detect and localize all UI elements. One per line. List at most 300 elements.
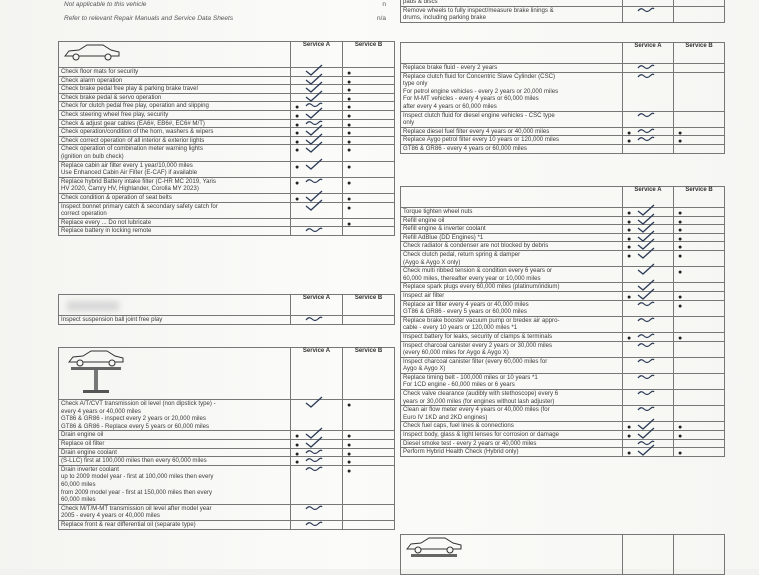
- required-dot-icon: ●: [347, 70, 352, 77]
- service-b-header: Service B: [343, 42, 395, 68]
- handwritten-dash-icon: [637, 127, 655, 135]
- task-text: Inspect clutch fluid for diesel engine vehicles - CSC type: [403, 111, 555, 119]
- handwritten-dash-icon: [637, 72, 655, 80]
- service-b-cell: [674, 111, 725, 127]
- service-a-cell: [291, 504, 343, 520]
- task-text: (every 60,000 miles for Aygo & Aygo X): [403, 349, 509, 357]
- task-description: [59, 177, 291, 193]
- required-dot-icon: ●: [295, 138, 300, 146]
- required-dot-icon: ●: [678, 334, 683, 342]
- service-a-cell: [623, 390, 674, 406]
- service-b-cell: [343, 110, 395, 119]
- service-b-cell: [674, 136, 725, 145]
- required-dot-icon: ●: [295, 450, 300, 458]
- required-dot-icon: ●: [678, 450, 683, 458]
- handwritten-dash-icon: [637, 6, 655, 14]
- required-dot-icon: ●: [627, 210, 632, 217]
- task-description: [401, 439, 623, 448]
- task-text: GT86 & GR86 - every 4 years or 60,000 miles: [403, 144, 527, 152]
- required-dot-icon: ●: [347, 147, 352, 155]
- task-text: Check fuel caps, fuel lines & connections: [403, 422, 514, 430]
- required-dot-icon: ●: [347, 112, 352, 120]
- interior-checks-table: [58, 41, 395, 236]
- service-b-cell: [343, 128, 395, 137]
- handwritten-dash-icon: [305, 520, 323, 528]
- engine-header-row: [401, 187, 725, 208]
- handwritten-tick-icon: [637, 427, 655, 439]
- task-text: correct operation: [61, 210, 107, 218]
- task-text: Check alarm operation: [61, 76, 123, 84]
- service-b-cell: [343, 316, 395, 325]
- handwritten-dash-icon: [637, 405, 655, 413]
- handwritten-dash-icon: [637, 357, 655, 365]
- task-text: drums, including parking brake: [403, 14, 486, 22]
- task-text: Check for clutch pedal free play, operation and slipping: [61, 102, 209, 110]
- task-description: [401, 136, 623, 145]
- required-dot-icon: ●: [678, 227, 683, 235]
- table-row: [401, 406, 725, 422]
- task-text: HV 2020, Camry HV, Highlander, Corolla MY 2023): [61, 185, 199, 193]
- table-row: [59, 520, 395, 529]
- task-description: [401, 431, 623, 440]
- service-b-cell: [674, 233, 725, 242]
- task-text: Perform Hybrid Health Check (Hybrid only): [403, 448, 519, 456]
- required-dot-icon: ●: [627, 433, 632, 441]
- service-b-cell: [674, 216, 725, 225]
- required-dot-icon: ●: [295, 441, 300, 449]
- service-a-cell: [623, 316, 674, 332]
- handwritten-tick-icon: [305, 158, 323, 170]
- brake-inspection-table: [400, 0, 725, 23]
- engine-checks-table: [400, 186, 725, 457]
- task-description: [401, 283, 623, 292]
- service-b-cell: [343, 85, 395, 94]
- service-b-cell: [674, 225, 725, 234]
- service-b-cell: [343, 431, 395, 440]
- task-description: [401, 341, 623, 357]
- task-text: only: [403, 119, 415, 127]
- required-dot-icon: ●: [627, 235, 632, 243]
- handwritten-dash-icon: [305, 226, 323, 234]
- task-text: Torque tighten wheel nuts: [403, 208, 473, 215]
- task-text: GT86 & GR86 - inspect every 2 years or 20,000 miles: [61, 415, 206, 423]
- handwritten-dash-icon: [637, 111, 655, 119]
- required-dot-icon: ●: [678, 129, 683, 137]
- task-description: [401, 373, 623, 389]
- task-description: [401, 448, 623, 457]
- required-dot-icon: ●: [347, 204, 352, 212]
- required-dot-icon: ●: [627, 129, 632, 137]
- task-description: [59, 431, 291, 440]
- service-a-header: Service A: [291, 42, 343, 68]
- table-row: [401, 225, 725, 234]
- handwritten-dash-icon: [305, 448, 323, 456]
- required-dot-icon: ●: [347, 459, 352, 467]
- task-text: Check condition & operation of seat belts: [61, 193, 172, 201]
- task-text: Check clutch pedal, return spring & damper: [403, 250, 521, 258]
- required-dot-icon: ●: [347, 138, 352, 146]
- service-b-cell: [343, 119, 395, 128]
- service-b-cell: [343, 439, 395, 448]
- table-row: [401, 448, 725, 457]
- task-text: Replace brake fluid - every 2 years: [403, 64, 498, 71]
- required-dot-icon: ●: [295, 163, 300, 171]
- task-text: Check radiator & condenser are not blocked by debris: [403, 242, 549, 250]
- table-row: [401, 6, 725, 22]
- task-description: [401, 208, 623, 217]
- handwritten-tick-icon: [637, 263, 655, 275]
- table-row: [401, 390, 725, 406]
- task-text: Check multi ribbed tension & condition every 6 years or: [403, 267, 553, 275]
- task-text: Check brake pedal free play & parking brake travel: [61, 85, 198, 93]
- task-text: Refill AdBlue (DD Engines) *1: [403, 233, 484, 241]
- task-text: Replace timing belt - 100,000 miles or 10 years *1: [403, 373, 538, 381]
- required-dot-icon: ●: [347, 441, 352, 449]
- service-a-cell: [623, 6, 674, 22]
- handwritten-dash-icon: [637, 332, 655, 340]
- service-b-cell: [343, 93, 395, 102]
- table-row: [401, 357, 725, 373]
- service-b-cell: [343, 520, 395, 529]
- task-description: [401, 316, 623, 332]
- task-description: [59, 316, 291, 325]
- service-b-cell: [674, 267, 725, 283]
- service-a-cell: [623, 341, 674, 357]
- service-b-cell: [343, 76, 395, 85]
- service-a-cell: [623, 144, 674, 153]
- required-dot-icon: ●: [347, 467, 352, 475]
- service-b-cell: [674, 250, 725, 266]
- task-text: Check operation/condition of the horn, washers & wipers: [61, 128, 214, 136]
- task-description: [59, 102, 291, 111]
- task-description: [401, 250, 623, 266]
- table-row: [401, 250, 725, 266]
- service-b-cell: [674, 208, 725, 217]
- service-b-cell: [343, 227, 395, 236]
- task-text: pads & discs: [403, 0, 438, 5]
- task-text: type only: [403, 80, 428, 88]
- table-row: [59, 465, 395, 504]
- service-b-cell: [343, 145, 395, 161]
- refer-manuals-note: Refer to relevant Repair Manuals and Service Data Sheets n/a: [64, 15, 386, 22]
- service-b-cell: [674, 144, 725, 153]
- table-row: [59, 136, 395, 145]
- table-row: [401, 216, 725, 225]
- task-text: GT86 & GR86 - Replace every 5 years or 60,000 miles: [61, 422, 210, 430]
- service-a-cell: [291, 400, 343, 431]
- task-text: Check A/T/CVT transmission oil level (non dipstick type) -: [61, 400, 216, 407]
- required-dot-icon: ●: [678, 302, 683, 310]
- required-dot-icon: ●: [627, 450, 632, 458]
- table-row: [59, 93, 395, 102]
- table-row: [59, 85, 395, 94]
- task-text: Replace spark plugs every 60,000 miles (platinum/iridium): [403, 283, 560, 291]
- task-text: Drain engine coolant: [61, 448, 117, 456]
- table-row: [59, 76, 395, 85]
- car-on-lift-icon: [61, 348, 131, 394]
- table-row: [401, 332, 725, 341]
- table-row: [59, 400, 395, 431]
- task-description: [401, 64, 623, 73]
- task-text: (ignition on bulb check): [61, 152, 124, 160]
- service-b-cell: [674, 6, 725, 22]
- task-description: [59, 128, 291, 137]
- car-on-lift-icon: [403, 535, 465, 559]
- car-icon-cell: [59, 42, 291, 68]
- task-text: Clean air flow meter every 4 years or 40,000 miles (for: [403, 406, 550, 414]
- service-b-cell: [674, 373, 725, 389]
- handwritten-tick-icon: [305, 90, 323, 102]
- required-dot-icon: ●: [347, 87, 352, 95]
- handwritten-tick-icon: [637, 444, 655, 456]
- required-dot-icon: ●: [627, 424, 632, 432]
- table-row: [401, 72, 725, 111]
- task-description: [401, 357, 623, 373]
- task-description: [59, 457, 291, 466]
- task-description: [401, 111, 623, 127]
- service-a-cell: [291, 465, 343, 504]
- table-row: [59, 119, 395, 128]
- handwritten-dash-icon: [305, 504, 323, 512]
- required-dot-icon: ●: [627, 334, 632, 342]
- service-b-cell: [343, 102, 395, 111]
- table-row: [59, 504, 395, 520]
- required-dot-icon: ●: [347, 121, 352, 129]
- fluids-header-row: [401, 43, 725, 64]
- task-description: [401, 144, 623, 153]
- task-text: years or 30,000 miles (for engines without lash adjuster): [403, 397, 555, 405]
- table-row: [401, 422, 725, 431]
- handwritten-dash-icon: [637, 300, 655, 308]
- table-row: [401, 242, 725, 251]
- task-description: [401, 242, 623, 251]
- fluid-replacement-table: [400, 42, 725, 154]
- task-text: Refill engine oil: [403, 216, 445, 224]
- handwritten-dash-icon: [637, 373, 655, 381]
- required-dot-icon: ●: [295, 433, 300, 441]
- service-b-cell: [674, 406, 725, 422]
- service-a-cell: [623, 72, 674, 111]
- service-b-cell: [674, 64, 725, 73]
- service-b-cell: [343, 193, 395, 202]
- car-side-icon: [61, 42, 123, 62]
- required-dot-icon: ●: [347, 195, 352, 203]
- task-description: [401, 6, 623, 22]
- task-description: [59, 193, 291, 202]
- task-text: 60,000 miles: [61, 480, 96, 488]
- task-text: Inspect air filter: [403, 291, 445, 299]
- service-b-cell: [674, 283, 725, 292]
- task-description: [59, 400, 291, 431]
- service-b-cell: [674, 422, 725, 431]
- task-text: Drain engine oil: [61, 431, 104, 439]
- required-dot-icon: ●: [295, 179, 300, 187]
- required-dot-icon: ●: [627, 252, 632, 260]
- table-row: [401, 373, 725, 389]
- task-text: 60,000 miles: [61, 496, 96, 504]
- required-dot-icon: ●: [627, 293, 632, 301]
- table-row: [401, 316, 725, 332]
- task-text: Inspect charcoal canister every 2 years or 30,000 miles: [403, 341, 553, 349]
- required-dot-icon: ●: [678, 210, 683, 217]
- service-b-cell: [674, 357, 725, 373]
- task-description: [59, 68, 291, 77]
- handwritten-tick-icon: [305, 141, 323, 153]
- required-dot-icon: ●: [347, 433, 352, 441]
- required-dot-icon: ●: [295, 459, 300, 467]
- required-dot-icon: ●: [295, 130, 300, 138]
- handwritten-tick-icon: [305, 396, 323, 408]
- service-b-cell: [674, 300, 725, 316]
- handwritten-dash-icon: [305, 465, 323, 473]
- task-text: Inspect suspension ball joint free play: [61, 316, 163, 323]
- table-row: [59, 227, 395, 236]
- task-text: Use Enhanced Cabin Air Filter (E-CAF) if available: [61, 169, 198, 177]
- task-text: Remove wheels to fully inspect/measure brake linings &: [403, 6, 554, 14]
- task-text: Check correct operation of all interior & exterior lights: [61, 136, 205, 144]
- suspension-checks-table: [58, 294, 395, 325]
- task-text: Inspect bonnet primary catch & secondary safety catch for: [61, 202, 218, 210]
- task-description: [59, 520, 291, 529]
- task-text: Check floor mats for security: [61, 68, 139, 75]
- task-description: [401, 72, 623, 111]
- service-b-cell: [674, 431, 725, 440]
- required-dot-icon: ●: [678, 269, 683, 277]
- required-dot-icon: ●: [347, 95, 352, 103]
- service-b-cell: [674, 316, 725, 332]
- task-text: Replace every ... Do not lubricate: [61, 218, 152, 226]
- handwritten-tick-icon: [637, 247, 655, 259]
- service-b-cell: [674, 332, 725, 341]
- car-lift-icon-cell: [59, 348, 291, 400]
- service-a-header: Service A: [623, 43, 674, 64]
- table-row: [59, 448, 395, 457]
- interior-header-row: [59, 42, 395, 68]
- required-dot-icon: ●: [295, 121, 300, 129]
- service-a-header: Service A: [291, 295, 343, 316]
- task-description: [59, 504, 291, 520]
- task-text: Check valve clearance (audibly with stethoscope) every 6: [403, 390, 559, 398]
- service-b-cell: [343, 218, 395, 227]
- table-row: [401, 136, 725, 145]
- required-dot-icon: ●: [678, 433, 683, 441]
- lift-checks-table: [58, 347, 395, 530]
- task-text: every 4 years or 40,000 miles: [61, 407, 141, 415]
- task-description: [59, 439, 291, 448]
- required-dot-icon: ●: [678, 244, 683, 252]
- task-text: cable - every 10 years or 120,000 miles *1: [403, 324, 518, 332]
- service-a-cell: [291, 316, 343, 325]
- table-row: [401, 208, 725, 217]
- task-text: Check brake pedal & servo operation: [61, 93, 162, 101]
- required-dot-icon: ●: [347, 163, 352, 171]
- task-text: (Aygo & Aygo X only): [403, 258, 461, 266]
- table-row: [401, 144, 725, 153]
- handwritten-tick-icon: [637, 288, 655, 300]
- table-row: [401, 283, 725, 292]
- task-text: Refill engine & inverter coolant: [403, 225, 486, 233]
- task-description: [59, 85, 291, 94]
- service-b-cell: [343, 465, 395, 504]
- required-dot-icon: ●: [627, 218, 632, 226]
- task-description: [401, 406, 623, 422]
- service-b-header: Service B: [343, 348, 395, 400]
- service-a-header: Service A: [623, 187, 674, 208]
- redacted-blur: [67, 301, 119, 311]
- service-a-header: Service A: [291, 348, 343, 400]
- task-text: Replace oil filter: [61, 439, 105, 447]
- service-b-cell: [674, 72, 725, 111]
- service-b-header: Service B: [674, 43, 725, 64]
- required-dot-icon: ●: [295, 112, 300, 120]
- task-text: Drain inverter coolant: [61, 465, 119, 473]
- table-row: [59, 431, 395, 440]
- task-text: Check steering wheel free play, security: [61, 110, 169, 118]
- task-description: [59, 145, 291, 161]
- task-text: Replace battery in locking remote: [61, 227, 152, 235]
- task-text: up to 2009 model year - first at 100,000 miles then every: [61, 473, 214, 481]
- task-text: after every 4 years or 60,000 miles: [403, 102, 497, 110]
- service-b-cell: [674, 341, 725, 357]
- task-description: [59, 202, 291, 218]
- service-a-cell: [623, 300, 674, 316]
- task-text: (S-LLC) first at 100,000 miles then every 60,000 miles: [61, 457, 207, 465]
- table-row: [59, 177, 395, 193]
- required-dot-icon: ●: [627, 227, 632, 235]
- task-text: GT86 & GR86 - every 5 years or 60,000 miles: [403, 308, 527, 316]
- service-b-cell: [674, 242, 725, 251]
- task-text: 2005 - every 4 years or 40,000 miles: [61, 512, 160, 520]
- task-text: Aygo & Aygo X): [403, 365, 446, 373]
- task-text: Replace brake booster vacuum pump or bredex air appro-: [403, 316, 560, 324]
- handwritten-tick-icon: [305, 107, 323, 119]
- task-description: [401, 291, 623, 300]
- handwritten-dash-icon: [637, 389, 655, 397]
- handwritten-tick-icon: [305, 436, 323, 448]
- required-dot-icon: ●: [347, 179, 352, 187]
- table-row: [59, 145, 395, 161]
- redacted-label-cell: [59, 295, 291, 316]
- task-description: [59, 465, 291, 504]
- service-b-cell: [343, 202, 395, 218]
- task-description: [59, 161, 291, 177]
- service-b-cell: [343, 161, 395, 177]
- task-description: [59, 119, 291, 128]
- required-dot-icon: ●: [627, 138, 632, 146]
- required-dot-icon: ●: [347, 450, 352, 458]
- required-dot-icon: ●: [347, 78, 352, 86]
- required-dot-icon: ●: [295, 104, 300, 112]
- task-text: Check operation of combination meter warning lights: [61, 145, 203, 153]
- required-dot-icon: ●: [678, 218, 683, 226]
- lift-header-row: [59, 348, 395, 400]
- service-b-cell: [674, 448, 725, 457]
- service-a-cell: [291, 227, 343, 236]
- handwritten-tick-icon: [305, 199, 323, 211]
- task-text: Check M/T/M-MT transmission oil level after model year: [61, 504, 212, 512]
- table-row: [59, 202, 395, 218]
- table-row: [401, 111, 725, 127]
- task-text: Replace front & rear differential oil (separate type): [61, 520, 196, 528]
- task-description: [59, 93, 291, 102]
- task-description: [59, 110, 291, 119]
- table-row: [401, 431, 725, 440]
- required-dot-icon: ●: [347, 130, 352, 138]
- table-row: [401, 233, 725, 242]
- task-description: [59, 227, 291, 236]
- task-text: For 1CD engine - 60,000 miles or 6 years: [403, 381, 515, 389]
- task-text: 60,000 miles, thereafter every year or 10,000 miles: [403, 274, 541, 282]
